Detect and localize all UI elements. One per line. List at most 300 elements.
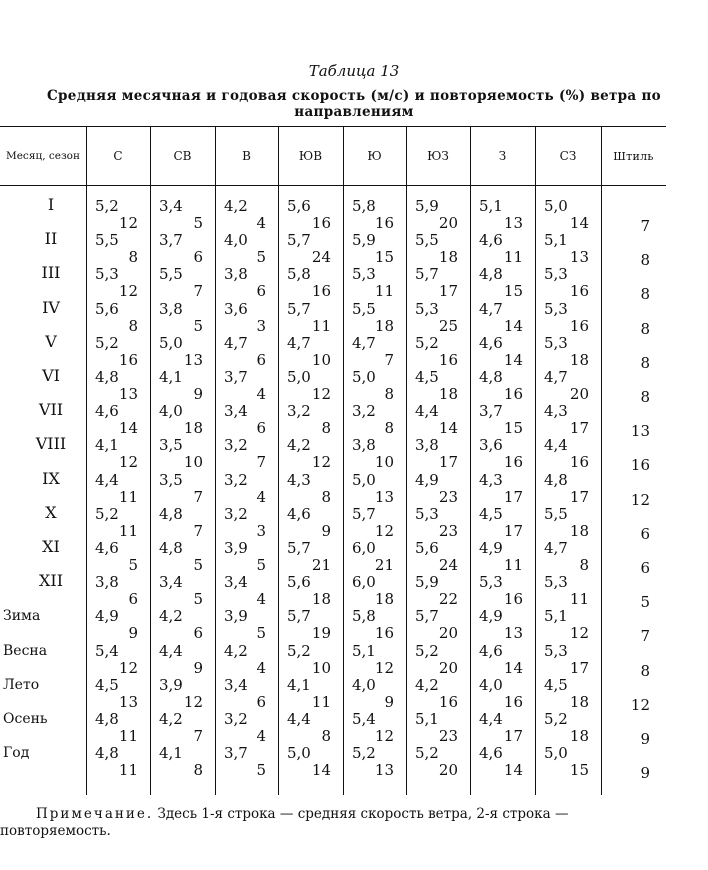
frequency-value: 10: [374, 453, 394, 472]
frequency-value: 12: [311, 385, 331, 403]
speed-value: 4,3: [287, 470, 311, 489]
column-divider: [86, 126, 87, 795]
frequency-value: 9: [128, 624, 138, 643]
speed-value: 5,3: [544, 265, 568, 284]
frequency-value: 13: [183, 350, 203, 369]
frequency-value: 4: [256, 590, 266, 609]
speed-value: 5,5: [352, 299, 376, 318]
speed-value: 4,4: [287, 710, 311, 728]
frequency-value: 17: [438, 282, 458, 301]
speed-value: 4,7: [479, 299, 503, 318]
speed-value: 3,6: [479, 436, 503, 455]
speed-value: 5,9: [415, 573, 439, 592]
speed-value: 5,1: [479, 197, 503, 215]
frequency-value: 17: [569, 658, 589, 677]
speed-value: 5,3: [544, 573, 568, 592]
frequency-value: 14: [503, 761, 523, 780]
frequency-value: 13: [118, 385, 138, 403]
frequency-value: 14: [311, 761, 331, 780]
row-label: X: [45, 502, 57, 522]
frequency-value: 3: [256, 316, 266, 335]
frequency-value: 6: [193, 624, 203, 643]
header-month-season: Месяц, сезон: [5, 150, 81, 162]
frequency-value: 24: [438, 556, 458, 574]
row-label: II: [44, 229, 58, 249]
column-divider: [278, 126, 279, 795]
speed-value: 5,8: [352, 607, 376, 626]
frequency-value: 6: [256, 692, 266, 711]
row-label: I: [47, 195, 55, 214]
speed-value: 5,6: [287, 573, 311, 592]
frequency-value: 4: [256, 658, 266, 677]
speed-value: 3,2: [224, 710, 248, 728]
speed-value: 3,9: [159, 675, 183, 694]
speed-value: 4,3: [544, 402, 568, 421]
frequency-value: 16: [438, 692, 458, 711]
frequency-value: 16: [374, 624, 394, 643]
header-direction: СЗ: [559, 149, 577, 163]
frequency-value: 18: [311, 590, 331, 609]
frequency-value: 14: [503, 350, 523, 369]
row-label: Лето: [3, 676, 40, 693]
frequency-value: 9: [193, 658, 203, 677]
speed-value: 4,6: [479, 333, 503, 352]
speed-value: 4,4: [544, 436, 568, 455]
speed-value: 3,4: [224, 573, 248, 592]
frequency-value: 12: [311, 453, 331, 472]
speed-value: 5,7: [287, 231, 311, 250]
speed-value: 4,9: [479, 539, 503, 557]
frequency-value: 23: [438, 521, 458, 540]
frequency-value: 12: [374, 658, 394, 677]
frequency-value: 23: [438, 727, 458, 745]
frequency-value: 4: [256, 487, 266, 506]
frequency-value: 6: [256, 350, 266, 369]
frequency-value: 18: [438, 385, 458, 403]
note-lead: Примечание.: [36, 806, 154, 822]
frequency-value: 13: [374, 761, 394, 780]
frequency-value: 14: [438, 419, 458, 438]
speed-value: 4,1: [95, 436, 119, 455]
frequency-value: 21: [374, 556, 394, 574]
row-label: Весна: [3, 642, 48, 659]
speed-value: 5,0: [544, 744, 568, 763]
speed-value: 3,5: [159, 470, 183, 489]
frequency-value: 7: [193, 487, 203, 506]
frequency-value: 7: [256, 453, 266, 472]
speed-value: 5,9: [352, 231, 376, 250]
frequency-value: 21: [311, 556, 331, 574]
frequency-value: 13: [569, 248, 589, 267]
frequency-value: 17: [569, 419, 589, 438]
speed-value: 5,2: [95, 333, 119, 352]
frequency-value: 9: [193, 385, 203, 403]
frequency-value: 12: [118, 282, 138, 301]
speed-value: 3,7: [159, 231, 183, 250]
frequency-value: 11: [311, 692, 331, 711]
speed-value: 4,4: [159, 641, 183, 660]
speed-value: 4,4: [415, 402, 439, 421]
frequency-value: 12: [118, 453, 138, 472]
speed-value: 5,1: [544, 231, 568, 250]
speed-value: 3,8: [415, 436, 439, 455]
frequency-value: 18: [374, 590, 394, 609]
speed-value: 5,3: [95, 265, 119, 284]
speed-value: 5,1: [352, 641, 376, 660]
row-label: VIII: [35, 434, 67, 454]
speed-value: 4,7: [544, 539, 568, 557]
frequency-value: 9: [321, 521, 331, 540]
header-direction: В: [242, 149, 251, 163]
speed-value: 4,1: [287, 675, 311, 694]
frequency-value: 8: [579, 556, 589, 574]
row-label: V: [45, 331, 57, 351]
table-header-rule: [0, 185, 666, 186]
speed-value: 4,8: [159, 504, 183, 523]
speed-value: 4,2: [287, 436, 311, 455]
frequency-value: 18: [569, 521, 589, 540]
speed-value: 4,5: [479, 504, 503, 523]
frequency-value: 18: [438, 248, 458, 267]
frequency-value: 16: [503, 590, 523, 609]
speed-value: 4,0: [352, 675, 376, 694]
speed-value: 4,8: [95, 744, 119, 763]
frequency-value: 13: [118, 692, 138, 711]
frequency-value: 8: [321, 487, 331, 506]
frequency-value: 4: [256, 727, 266, 745]
frequency-value: 16: [311, 214, 331, 232]
speed-value: 4,0: [479, 675, 503, 694]
speed-value: 3,2: [352, 402, 376, 421]
frequency-value: 4: [256, 214, 266, 232]
frequency-value: 5: [193, 590, 203, 609]
speed-value: 5,7: [287, 607, 311, 626]
row-label: IV: [42, 297, 60, 317]
speed-value: 5,8: [352, 197, 376, 215]
calm-value: 13: [630, 422, 650, 441]
speed-value: 3,7: [224, 744, 248, 763]
speed-value: 5,3: [479, 573, 503, 592]
frequency-value: 16: [118, 350, 138, 369]
speed-value: 3,8: [95, 573, 119, 592]
frequency-value: 15: [503, 419, 523, 438]
speed-value: 5,3: [352, 265, 376, 284]
frequency-value: 7: [193, 521, 203, 540]
speed-value: 5,4: [352, 710, 376, 728]
frequency-value: 6: [256, 419, 266, 438]
calm-value: 8: [640, 388, 650, 406]
frequency-value: 11: [569, 590, 589, 609]
speed-value: 4,7: [287, 333, 311, 352]
calm-value: 6: [640, 559, 650, 577]
speed-value: 3,2: [287, 402, 311, 421]
frequency-value: 5: [193, 214, 203, 232]
speed-value: 3,2: [224, 470, 248, 489]
speed-value: 3,7: [224, 368, 248, 386]
speed-value: 5,6: [95, 299, 119, 318]
calm-value: 8: [640, 251, 650, 270]
note-text: Здесь 1-я строка — средняя скорость ветра, 2-я строка — повторяемость.: [0, 806, 569, 839]
frequency-value: 5: [128, 556, 138, 574]
frequency-value: 17: [503, 727, 523, 745]
frequency-value: 12: [374, 521, 394, 540]
calm-value: 6: [640, 524, 650, 543]
frequency-value: 8: [128, 248, 138, 267]
speed-value: 4,4: [95, 470, 119, 489]
speed-value: 5,2: [287, 641, 311, 660]
speed-value: 3,2: [224, 504, 248, 523]
frequency-value: 11: [311, 316, 331, 335]
speed-value: 5,0: [159, 333, 183, 352]
speed-value: 3,4: [159, 197, 183, 215]
frequency-value: 12: [183, 692, 203, 711]
speed-value: 4,5: [415, 368, 439, 386]
speed-value: 5,6: [287, 197, 311, 215]
frequency-value: 13: [503, 214, 523, 232]
header-calm: Штиль: [613, 149, 654, 163]
frequency-value: 11: [374, 282, 394, 301]
speed-value: 3,4: [224, 402, 248, 421]
header-direction: ЮЗ: [427, 149, 449, 163]
speed-value: 5,7: [415, 265, 439, 284]
speed-value: 4,9: [415, 470, 439, 489]
speed-value: 3,4: [159, 573, 183, 592]
column-divider: [215, 126, 216, 795]
table-note: [0, 806, 666, 840]
row-label: Осень: [3, 711, 48, 727]
frequency-value: 11: [118, 521, 138, 540]
speed-value: 4,2: [415, 675, 439, 694]
frequency-value: 16: [503, 385, 523, 403]
speed-value: 4,9: [479, 607, 503, 626]
speed-value: 3,6: [224, 299, 248, 318]
speed-value: 4,4: [479, 710, 503, 728]
frequency-value: 15: [503, 282, 523, 301]
frequency-value: 13: [374, 487, 394, 506]
frequency-value: 16: [503, 453, 523, 472]
speed-value: 4,7: [224, 333, 248, 352]
calm-value: 9: [640, 730, 650, 748]
speed-value: 4,2: [224, 641, 248, 660]
frequency-value: 18: [374, 316, 394, 335]
frequency-value: 16: [438, 350, 458, 369]
speed-value: 4,0: [159, 402, 183, 421]
speed-value: 5,5: [415, 231, 439, 250]
calm-value: 8: [640, 319, 650, 338]
speed-value: 5,3: [415, 504, 439, 523]
speed-value: 4,6: [287, 504, 311, 523]
speed-value: 5,2: [415, 333, 439, 352]
frequency-value: 5: [193, 556, 203, 574]
speed-value: 5,0: [544, 197, 568, 215]
frequency-value: 23: [438, 487, 458, 506]
column-divider: [535, 126, 536, 795]
column-divider: [343, 126, 344, 795]
frequency-value: 22: [438, 590, 458, 609]
speed-value: 4,7: [544, 368, 568, 386]
frequency-value: 8: [384, 419, 394, 438]
frequency-value: 16: [569, 316, 589, 335]
frequency-value: 12: [118, 214, 138, 232]
speed-value: 3,8: [224, 265, 248, 284]
frequency-value: 8: [128, 316, 138, 335]
speed-value: 5,2: [95, 504, 119, 523]
speed-value: 4,1: [159, 744, 183, 763]
speed-value: 5,3: [415, 299, 439, 318]
speed-value: 4,8: [159, 539, 183, 557]
calm-value: 7: [640, 217, 650, 235]
header-direction: Ю: [367, 149, 382, 163]
speed-value: 5,2: [352, 744, 376, 763]
header-direction: СВ: [173, 149, 192, 163]
speed-value: 4,6: [95, 539, 119, 557]
frequency-value: 3: [256, 521, 266, 540]
frequency-value: 7: [384, 350, 394, 369]
speed-value: 4,6: [479, 744, 503, 763]
speed-value: 5,5: [159, 265, 183, 284]
frequency-value: 11: [118, 761, 138, 780]
frequency-value: 8: [321, 727, 331, 745]
speed-value: 5,0: [352, 470, 376, 489]
speed-value: 5,0: [287, 368, 311, 386]
speed-value: 4,8: [95, 710, 119, 728]
calm-value: 12: [630, 490, 650, 509]
speed-value: 4,6: [95, 402, 119, 421]
frequency-value: 16: [503, 692, 523, 711]
speed-value: 5,1: [544, 607, 568, 626]
frequency-value: 7: [193, 282, 203, 301]
frequency-value: 25: [438, 316, 458, 335]
frequency-value: 13: [503, 624, 523, 643]
frequency-value: 20: [438, 761, 458, 780]
speed-value: 4,2: [224, 197, 248, 215]
speed-value: 5,2: [544, 710, 568, 728]
frequency-value: 10: [311, 350, 331, 369]
row-label: XI: [42, 537, 60, 556]
speed-value: 4,6: [479, 231, 503, 250]
frequency-value: 16: [374, 214, 394, 232]
frequency-value: 20: [438, 658, 458, 677]
speed-value: 5,2: [415, 641, 439, 660]
row-label: Год: [3, 745, 30, 762]
speed-value: 5,7: [287, 299, 311, 318]
calm-value: 16: [630, 456, 650, 475]
calm-value: 12: [630, 695, 650, 714]
speed-value: 6,0: [352, 539, 376, 557]
frequency-value: 18: [569, 692, 589, 711]
header-direction: ЮВ: [298, 149, 323, 163]
frequency-value: 18: [569, 350, 589, 369]
speed-value: 4,8: [479, 368, 503, 386]
speed-value: 4,8: [95, 368, 119, 386]
header-direction: З: [498, 149, 507, 163]
speed-value: 5,2: [95, 197, 119, 215]
table-caption: Средняя месячная и годовая скорость (м/с) и повторяемость (%) ветра по направлениям: [47, 88, 661, 120]
frequency-value: 18: [569, 727, 589, 745]
speed-value: 4,6: [479, 641, 503, 660]
frequency-value: 12: [374, 727, 394, 745]
frequency-value: 12: [569, 624, 589, 643]
frequency-value: 5: [256, 248, 266, 267]
speed-value: 4,8: [544, 470, 568, 489]
speed-value: 4,5: [544, 675, 568, 694]
frequency-value: 10: [311, 658, 331, 677]
speed-value: 5,5: [544, 504, 568, 523]
speed-value: 5,2: [415, 744, 439, 763]
speed-value: 3,7: [479, 402, 503, 421]
speed-value: 3,4: [224, 675, 248, 694]
frequency-value: 19: [311, 624, 331, 643]
speed-value: 5,7: [352, 504, 376, 523]
frequency-value: 14: [503, 658, 523, 677]
frequency-value: 14: [118, 419, 138, 438]
frequency-value: 4: [256, 385, 266, 403]
frequency-value: 17: [503, 521, 523, 540]
speed-value: 5,6: [415, 539, 439, 557]
calm-value: 8: [640, 285, 650, 304]
speed-value: 5,3: [544, 333, 568, 352]
speed-value: 4,8: [479, 265, 503, 284]
frequency-value: 16: [311, 282, 331, 301]
frequency-value: 17: [569, 487, 589, 506]
calm-value: 5: [640, 593, 650, 612]
frequency-value: 24: [311, 248, 331, 267]
frequency-value: 15: [374, 248, 394, 267]
frequency-value: 11: [118, 727, 138, 745]
calm-value: 9: [640, 764, 650, 783]
speed-value: 5,9: [415, 197, 439, 215]
frequency-value: 11: [118, 487, 138, 506]
frequency-value: 8: [321, 419, 331, 438]
speed-value: 5,5: [95, 231, 119, 250]
row-label: Зима: [3, 608, 41, 625]
calm-value: 8: [640, 353, 650, 372]
frequency-value: 9: [384, 692, 394, 711]
speed-value: 4,3: [479, 470, 503, 489]
row-label: III: [41, 263, 61, 283]
speed-value: 5,7: [415, 607, 439, 626]
frequency-value: 7: [193, 727, 203, 745]
speed-value: 3,9: [224, 539, 248, 557]
speed-value: 3,5: [159, 436, 183, 455]
frequency-value: 8: [384, 385, 394, 403]
calm-value: 8: [640, 661, 650, 680]
frequency-value: 11: [503, 248, 523, 267]
frequency-value: 10: [183, 453, 203, 472]
frequency-value: 6: [256, 282, 266, 301]
speed-value: 3,9: [224, 607, 248, 626]
row-label: IX: [42, 468, 60, 488]
frequency-value: 5: [256, 624, 266, 643]
column-divider: [150, 126, 151, 795]
speed-value: 4,1: [159, 368, 183, 386]
frequency-value: 20: [438, 214, 458, 232]
table-label: Таблица 13: [308, 62, 400, 80]
row-label: XII: [38, 571, 64, 591]
speed-value: 5,8: [287, 265, 311, 284]
frequency-value: 16: [569, 453, 589, 472]
speed-value: 5,3: [544, 299, 568, 318]
speed-value: 4,2: [159, 710, 183, 728]
row-label: VII: [38, 400, 64, 420]
speed-value: 5,3: [544, 641, 568, 660]
speed-value: 4,7: [352, 333, 376, 352]
frequency-value: 14: [503, 316, 523, 335]
frequency-value: 11: [503, 556, 523, 574]
header-direction: С: [113, 149, 123, 163]
speed-value: 3,8: [159, 299, 183, 318]
column-divider: [470, 126, 471, 795]
